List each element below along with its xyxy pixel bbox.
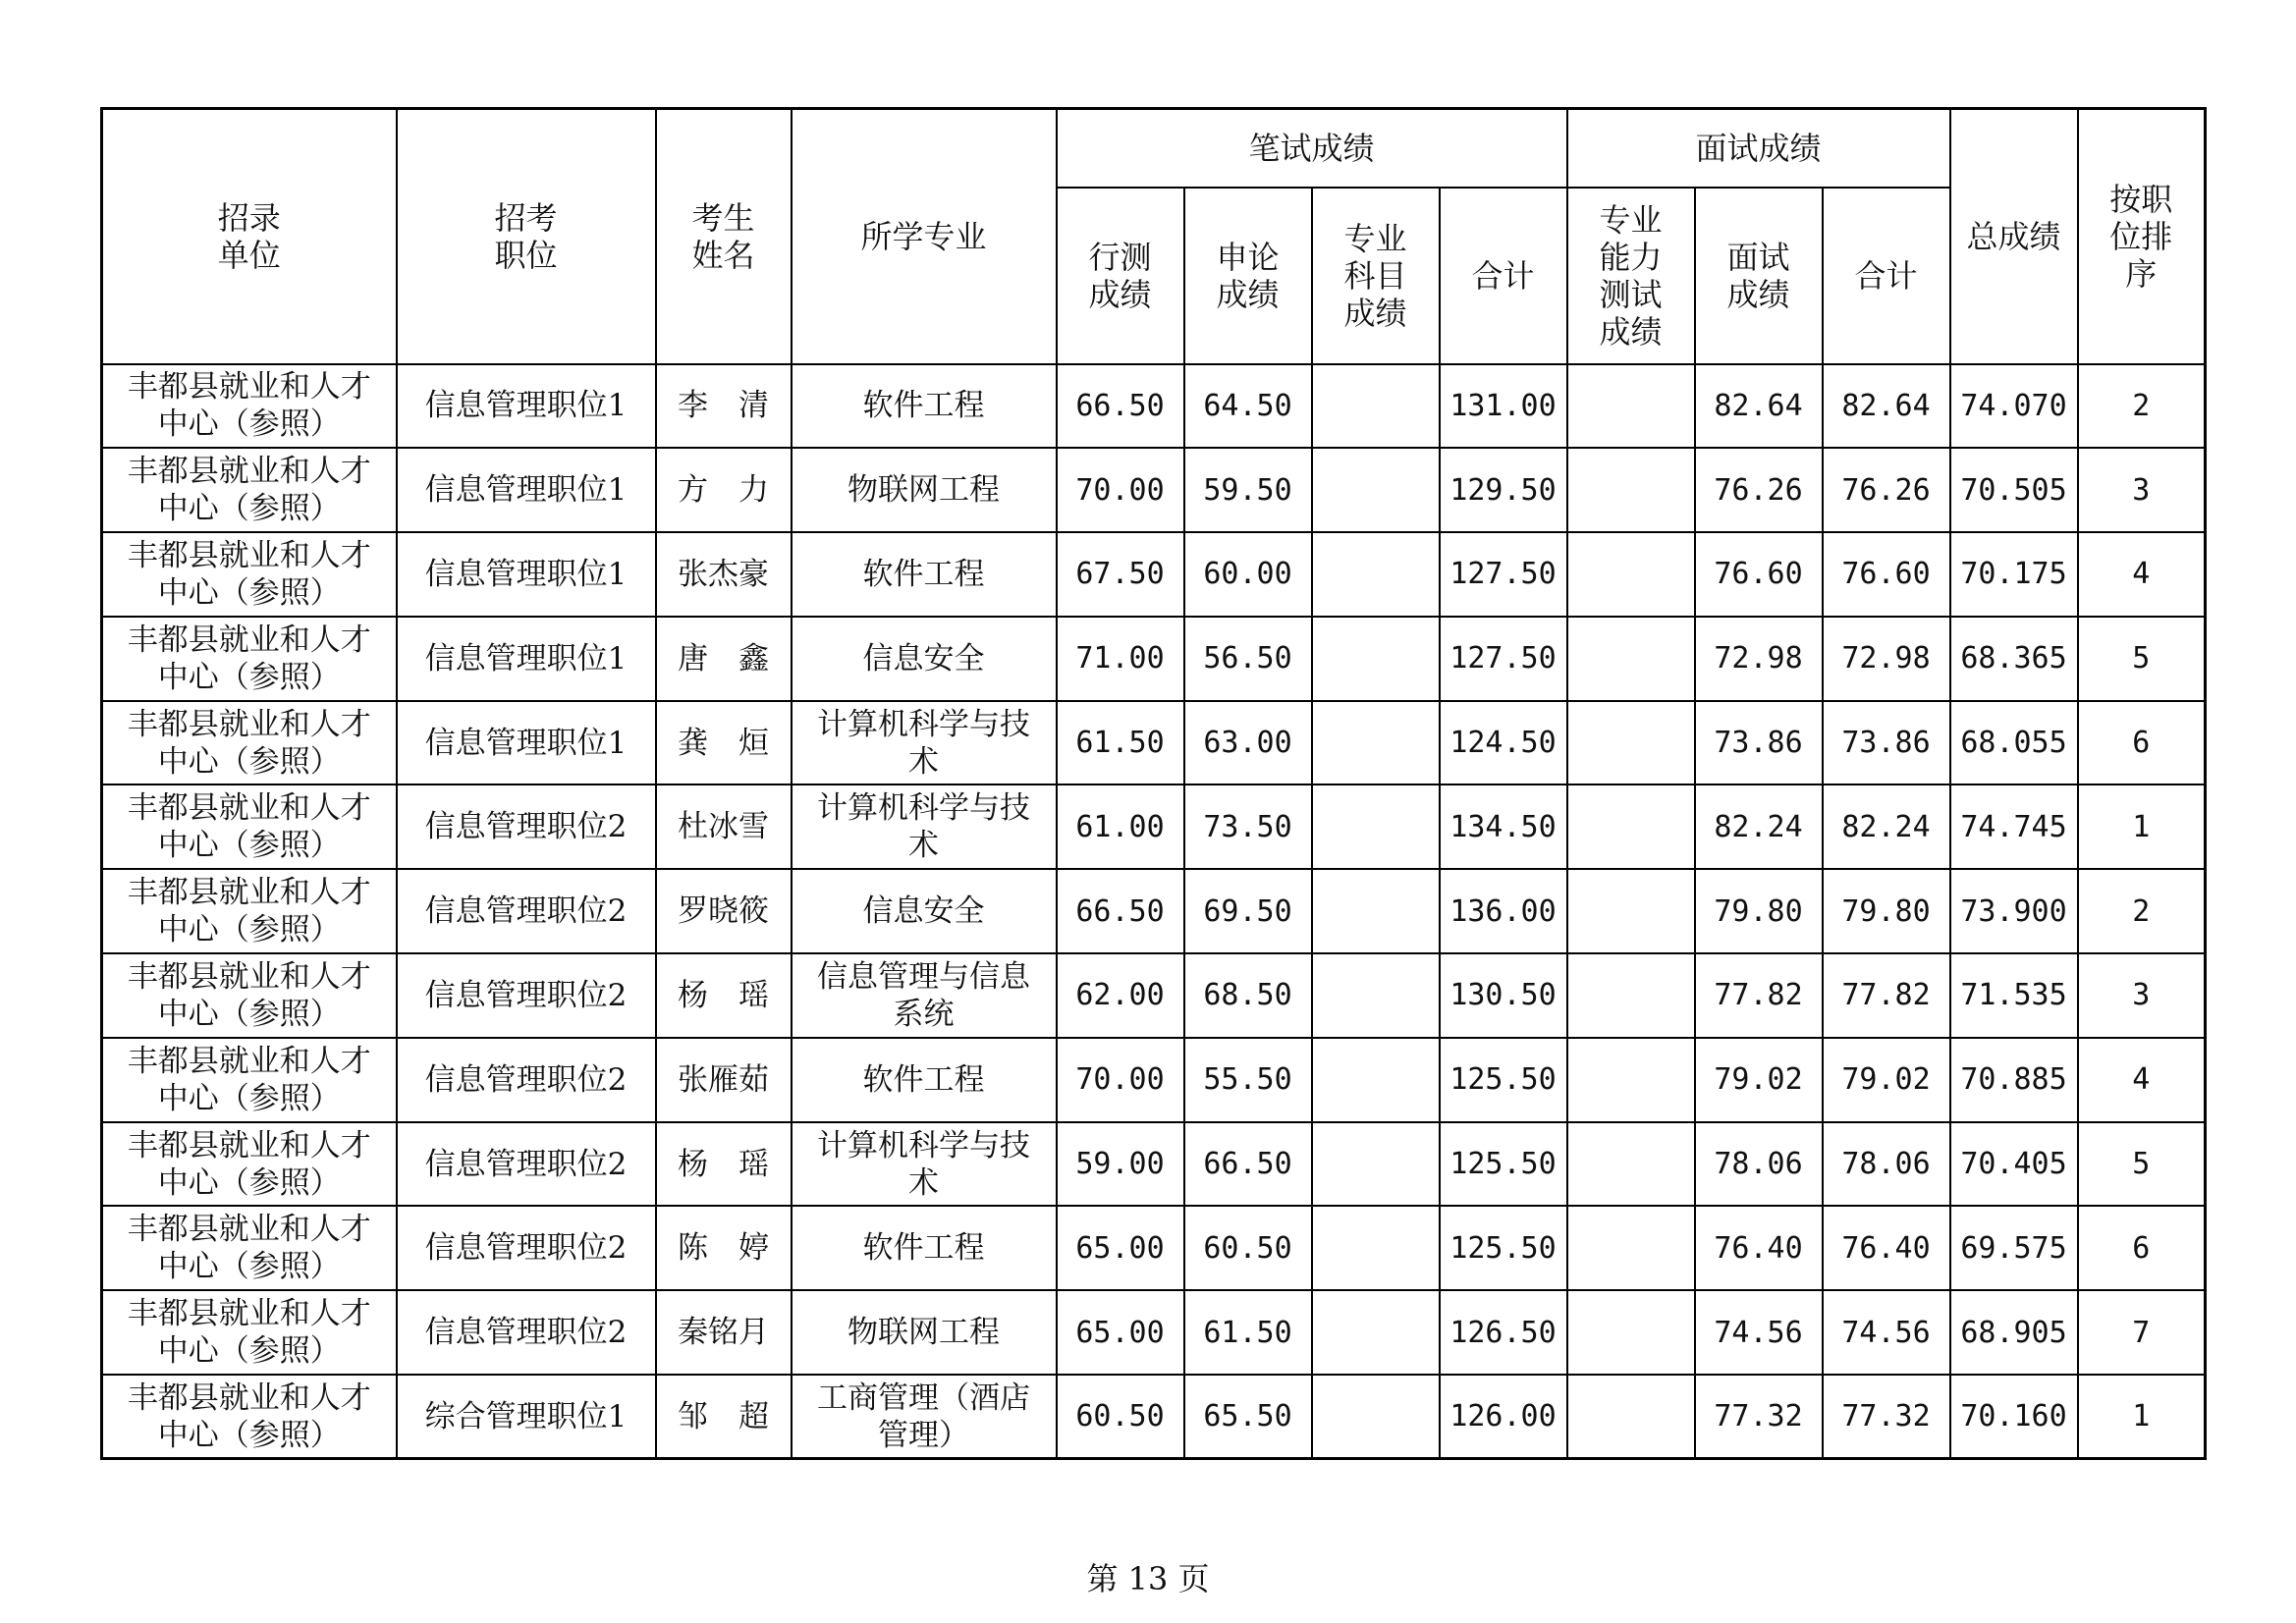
cell-shenlun: 65.50: [1184, 1375, 1312, 1459]
cell-name: 方 力: [656, 448, 792, 532]
cell-name: 杜冰雪: [656, 784, 792, 869]
table-row: [102, 784, 2206, 869]
cell-position: 信息管理职位2: [397, 1206, 656, 1290]
cell-position: 信息管理职位2: [397, 1290, 656, 1375]
cell-interview-total: 79.02: [1823, 1038, 1950, 1122]
table-row: [102, 701, 2206, 785]
cell-interview: 74.56: [1695, 1290, 1823, 1375]
cell-unit: 丰都县就业和人才 中心（参照）: [102, 1122, 397, 1207]
cell-zhuanye: [1312, 701, 1440, 785]
cell-zhuanye: [1312, 617, 1440, 701]
cell-name: 唐 鑫: [656, 617, 792, 701]
cell-major: 物联网工程: [792, 448, 1057, 532]
cell-interview: 78.06: [1695, 1122, 1823, 1207]
cell-total: 74.070: [1950, 364, 2078, 449]
cell-total: 71.535: [1950, 953, 2078, 1038]
cell-interview-total: 74.56: [1823, 1290, 1950, 1375]
cell-interview-total: 76.40: [1823, 1206, 1950, 1290]
cell-written-total: 127.50: [1440, 617, 1567, 701]
cell-interview: 79.02: [1695, 1038, 1823, 1122]
cell-zhuanye: [1312, 532, 1440, 617]
cell-xingce: 59.00: [1057, 1122, 1184, 1207]
cell-position: 信息管理职位2: [397, 953, 656, 1038]
cell-name: 杨 瑶: [656, 1122, 792, 1207]
cell-zhuanye: [1312, 953, 1440, 1038]
cell-major: 信息管理与信息 系统: [792, 953, 1057, 1038]
cell-interview: 79.80: [1695, 869, 1823, 953]
cell-total: 70.160: [1950, 1375, 2078, 1459]
cell-position: 信息管理职位2: [397, 1122, 656, 1207]
cell-unit: 丰都县就业和人才 中心（参照）: [102, 1290, 397, 1375]
cell-interview: 73.86: [1695, 701, 1823, 785]
cell-interview-total: 76.60: [1823, 532, 1950, 617]
cell-total: 70.175: [1950, 532, 2078, 617]
cell-rank: 1: [2078, 784, 2206, 869]
cell-interview-total: 82.64: [1823, 364, 1950, 449]
header-written-xingce: 行测 成绩: [1057, 188, 1184, 364]
cell-shenlun: 73.50: [1184, 784, 1312, 869]
cell-xingce: 61.50: [1057, 701, 1184, 785]
cell-unit: 丰都县就业和人才 中心（参照）: [102, 532, 397, 617]
cell-major: 计算机科学与技 术: [792, 1122, 1057, 1207]
cell-unit: 丰都县就业和人才 中心（参照）: [102, 364, 397, 449]
cell-position: 信息管理职位1: [397, 364, 656, 449]
cell-position: 信息管理职位1: [397, 617, 656, 701]
cell-unit: 丰都县就业和人才 中心（参照）: [102, 701, 397, 785]
cell-zhuanye: [1312, 364, 1440, 449]
cell-written-total: 131.00: [1440, 364, 1567, 449]
cell-xingce: 70.00: [1057, 1038, 1184, 1122]
cell-name: 杨 瑶: [656, 953, 792, 1038]
cell-written-total: 125.50: [1440, 1038, 1567, 1122]
cell-major: 软件工程: [792, 1206, 1057, 1290]
cell-name: 陈 婷: [656, 1206, 792, 1290]
cell-ability: [1567, 364, 1695, 449]
cell-name: 罗晓筱: [656, 869, 792, 953]
cell-unit: 丰都县就业和人才 中心（参照）: [102, 784, 397, 869]
cell-rank: 5: [2078, 617, 2206, 701]
cell-name: 张杰豪: [656, 532, 792, 617]
cell-shenlun: 60.50: [1184, 1206, 1312, 1290]
cell-ability: [1567, 448, 1695, 532]
cell-interview-total: 77.32: [1823, 1375, 1950, 1459]
cell-interview: 77.32: [1695, 1375, 1823, 1459]
cell-ability: [1567, 784, 1695, 869]
cell-position: 信息管理职位2: [397, 784, 656, 869]
cell-position: 信息管理职位1: [397, 701, 656, 785]
header-row-top: [102, 109, 2206, 188]
header-interview: 面试成绩: [1567, 109, 1950, 188]
header-interview-score: 面试 成绩: [1695, 188, 1823, 364]
cell-shenlun: 56.50: [1184, 617, 1312, 701]
cell-rank: 6: [2078, 1206, 2206, 1290]
cell-total: 73.900: [1950, 869, 2078, 953]
cell-written-total: 134.50: [1440, 784, 1567, 869]
table-row: [102, 953, 2206, 1038]
cell-name: 邹 超: [656, 1375, 792, 1459]
cell-unit: 丰都县就业和人才 中心（参照）: [102, 1206, 397, 1290]
cell-total: 68.365: [1950, 617, 2078, 701]
cell-ability: [1567, 1038, 1695, 1122]
cell-total: 68.905: [1950, 1290, 2078, 1375]
cell-unit: 丰都县就业和人才 中心（参照）: [102, 1375, 397, 1459]
cell-unit: 丰都县就业和人才 中心（参照）: [102, 617, 397, 701]
cell-shenlun: 64.50: [1184, 364, 1312, 449]
cell-xingce: 60.50: [1057, 1375, 1184, 1459]
cell-rank: 2: [2078, 364, 2206, 449]
cell-ability: [1567, 617, 1695, 701]
header-written: 笔试成绩: [1057, 109, 1567, 188]
cell-unit: 丰都县就业和人才 中心（参照）: [102, 953, 397, 1038]
cell-ability: [1567, 953, 1695, 1038]
page-number: 第 13 页: [1086, 1560, 1210, 1597]
table-row: [102, 364, 2206, 449]
table-row: [102, 1038, 2206, 1122]
cell-rank: 6: [2078, 701, 2206, 785]
table-row: [102, 1375, 2206, 1459]
cell-interview-total: 73.86: [1823, 701, 1950, 785]
cell-position: 综合管理职位1: [397, 1375, 656, 1459]
cell-xingce: 66.50: [1057, 364, 1184, 449]
table-row: [102, 617, 2206, 701]
cell-major: 信息安全: [792, 617, 1057, 701]
cell-rank: 7: [2078, 1290, 2206, 1375]
table-row: [102, 532, 2206, 617]
cell-ability: [1567, 1290, 1695, 1375]
cell-zhuanye: [1312, 1290, 1440, 1375]
cell-name: 李 清: [656, 364, 792, 449]
cell-shenlun: 66.50: [1184, 1122, 1312, 1207]
cell-ability: [1567, 1122, 1695, 1207]
cell-xingce: 70.00: [1057, 448, 1184, 532]
cell-written-total: 126.00: [1440, 1375, 1567, 1459]
cell-rank: 5: [2078, 1122, 2206, 1207]
cell-xingce: 66.50: [1057, 869, 1184, 953]
cell-shenlun: 61.50: [1184, 1290, 1312, 1375]
cell-rank: 3: [2078, 448, 2206, 532]
cell-name: 龚 烜: [656, 701, 792, 785]
cell-interview: 77.82: [1695, 953, 1823, 1038]
header-interview-ability: 专业 能力 测试 成绩: [1567, 188, 1695, 364]
table-row: [102, 1206, 2206, 1290]
cell-interview-total: 79.80: [1823, 869, 1950, 953]
score-table: [100, 107, 2207, 1460]
cell-interview-total: 72.98: [1823, 617, 1950, 701]
cell-rank: 1: [2078, 1375, 2206, 1459]
cell-written-total: 124.50: [1440, 701, 1567, 785]
cell-position: 信息管理职位1: [397, 532, 656, 617]
cell-written-total: 127.50: [1440, 532, 1567, 617]
cell-zhuanye: [1312, 1122, 1440, 1207]
cell-interview: 72.98: [1695, 617, 1823, 701]
cell-major: 软件工程: [792, 532, 1057, 617]
cell-total: 70.885: [1950, 1038, 2078, 1122]
cell-interview: 76.26: [1695, 448, 1823, 532]
cell-zhuanye: [1312, 1375, 1440, 1459]
cell-interview-total: 82.24: [1823, 784, 1950, 869]
cell-major: 信息安全: [792, 869, 1057, 953]
cell-xingce: 65.00: [1057, 1206, 1184, 1290]
cell-xingce: 67.50: [1057, 532, 1184, 617]
header-written-shenlun: 申论 成绩: [1184, 188, 1312, 364]
cell-interview: 76.60: [1695, 532, 1823, 617]
cell-written-total: 130.50: [1440, 953, 1567, 1038]
cell-major: 计算机科学与技 术: [792, 784, 1057, 869]
cell-shenlun: 60.00: [1184, 532, 1312, 617]
table-row: [102, 1122, 2206, 1207]
cell-total: 70.505: [1950, 448, 2078, 532]
cell-interview: 76.40: [1695, 1206, 1823, 1290]
cell-total: 69.575: [1950, 1206, 2078, 1290]
header-position: 招考 职位: [397, 109, 656, 364]
table-row: [102, 1290, 2206, 1375]
cell-total: 70.405: [1950, 1122, 2078, 1207]
cell-ability: [1567, 532, 1695, 617]
cell-zhuanye: [1312, 448, 1440, 532]
cell-name: 秦铭月: [656, 1290, 792, 1375]
cell-major: 计算机科学与技 术: [792, 701, 1057, 785]
cell-ability: [1567, 701, 1695, 785]
header-name: 考生 姓名: [656, 109, 792, 364]
cell-ability: [1567, 869, 1695, 953]
cell-interview: 82.24: [1695, 784, 1823, 869]
cell-rank: 4: [2078, 532, 2206, 617]
header-written-total: 合计: [1440, 188, 1567, 364]
header-unit: 招录 单位: [102, 109, 397, 364]
cell-interview-total: 78.06: [1823, 1122, 1950, 1207]
cell-position: 信息管理职位2: [397, 1038, 656, 1122]
cell-zhuanye: [1312, 869, 1440, 953]
cell-rank: 3: [2078, 953, 2206, 1038]
cell-shenlun: 59.50: [1184, 448, 1312, 532]
header-major: 所学专业: [792, 109, 1057, 364]
cell-unit: 丰都县就业和人才 中心（参照）: [102, 869, 397, 953]
table-row: [102, 869, 2206, 953]
cell-shenlun: 63.00: [1184, 701, 1312, 785]
cell-written-total: 136.00: [1440, 869, 1567, 953]
cell-name: 张雁茹: [656, 1038, 792, 1122]
cell-position: 信息管理职位2: [397, 869, 656, 953]
cell-interview-total: 77.82: [1823, 953, 1950, 1038]
cell-unit: 丰都县就业和人才 中心（参照）: [102, 448, 397, 532]
cell-ability: [1567, 1206, 1695, 1290]
cell-rank: 4: [2078, 1038, 2206, 1122]
cell-xingce: 62.00: [1057, 953, 1184, 1038]
cell-major: 软件工程: [792, 364, 1057, 449]
header-total: 总成绩: [1950, 109, 2078, 364]
cell-rank: 2: [2078, 869, 2206, 953]
cell-major: 工商管理（酒店 管理）: [792, 1375, 1057, 1459]
header-written-zhuanye: 专业 科目 成绩: [1312, 188, 1440, 364]
cell-xingce: 65.00: [1057, 1290, 1184, 1375]
cell-xingce: 71.00: [1057, 617, 1184, 701]
cell-interview: 82.64: [1695, 364, 1823, 449]
cell-zhuanye: [1312, 1206, 1440, 1290]
cell-major: 软件工程: [792, 1038, 1057, 1122]
cell-written-total: 126.50: [1440, 1290, 1567, 1375]
cell-total: 74.745: [1950, 784, 2078, 869]
cell-zhuanye: [1312, 784, 1440, 869]
cell-written-total: 125.50: [1440, 1206, 1567, 1290]
cell-ability: [1567, 1375, 1695, 1459]
cell-major: 物联网工程: [792, 1290, 1057, 1375]
cell-written-total: 129.50: [1440, 448, 1567, 532]
cell-position: 信息管理职位1: [397, 448, 656, 532]
cell-shenlun: 69.50: [1184, 869, 1312, 953]
table-row: [102, 448, 2206, 532]
cell-written-total: 125.50: [1440, 1122, 1567, 1207]
cell-xingce: 61.00: [1057, 784, 1184, 869]
cell-unit: 丰都县就业和人才 中心（参照）: [102, 1038, 397, 1122]
header-interview-total: 合计: [1823, 188, 1950, 364]
header-rank: 按职 位排 序: [2078, 109, 2206, 364]
cell-interview-total: 76.26: [1823, 448, 1950, 532]
cell-shenlun: 68.50: [1184, 953, 1312, 1038]
cell-total: 68.055: [1950, 701, 2078, 785]
cell-shenlun: 55.50: [1184, 1038, 1312, 1122]
cell-zhuanye: [1312, 1038, 1440, 1122]
